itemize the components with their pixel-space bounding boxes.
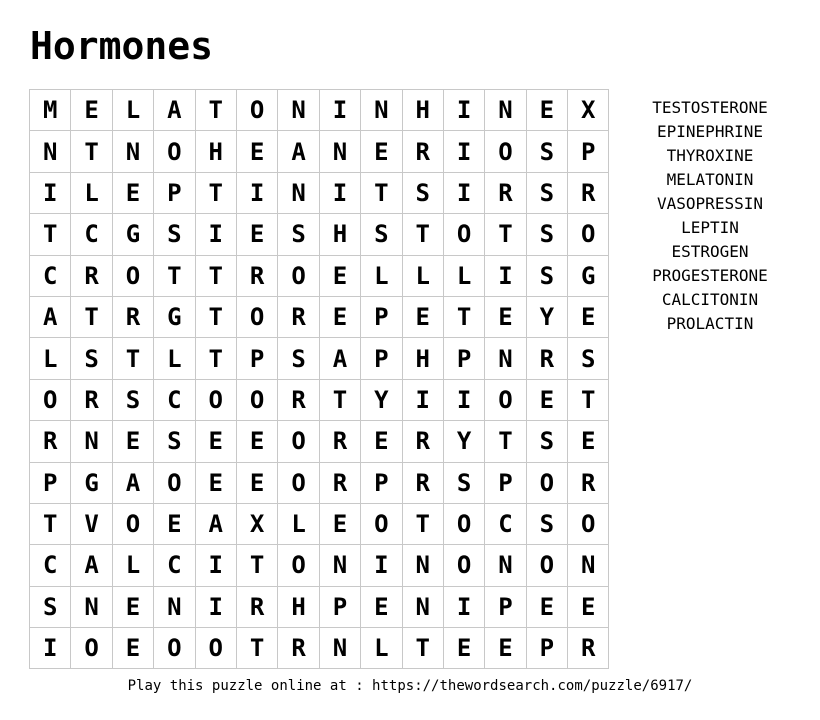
word-list-item: LEPTIN	[681, 218, 739, 237]
grid-cell: C	[71, 214, 112, 255]
grid-cell: I	[443, 172, 484, 213]
grid-cell: E	[112, 586, 153, 627]
grid-cell: O	[361, 503, 402, 544]
grid-cell: L	[71, 172, 112, 213]
grid-cell: S	[526, 172, 567, 213]
grid-cell: N	[402, 586, 443, 627]
grid-cell: T	[402, 214, 443, 255]
grid-cell: R	[278, 379, 319, 420]
grid-cell: S	[526, 131, 567, 172]
word-list	[630, 96, 790, 336]
grid-cell: O	[236, 379, 277, 420]
grid-cell: Y	[361, 379, 402, 420]
grid-cell: A	[154, 90, 195, 131]
grid-cell: T	[30, 503, 71, 544]
grid-cell: O	[278, 545, 319, 586]
grid-row	[30, 90, 609, 131]
grid-cell: T	[30, 214, 71, 255]
grid-cell: S	[568, 338, 609, 379]
grid-cell: N	[278, 172, 319, 213]
grid-row	[30, 462, 609, 503]
grid-cell: P	[568, 131, 609, 172]
word-list-item: THYROXINE	[666, 146, 754, 165]
grid-cell: P	[30, 462, 71, 503]
grid-cell: P	[526, 628, 567, 669]
grid-cell: A	[195, 503, 236, 544]
grid-cell: P	[236, 338, 277, 379]
grid-cell: N	[568, 545, 609, 586]
grid-cell: O	[30, 379, 71, 420]
grid-cell: L	[30, 338, 71, 379]
grid-cell: I	[361, 545, 402, 586]
grid-row	[30, 503, 609, 544]
grid-cell: R	[112, 296, 153, 337]
grid-cell: O	[236, 90, 277, 131]
grid-row	[30, 628, 609, 669]
grid-cell: I	[195, 545, 236, 586]
grid-cell: S	[278, 338, 319, 379]
grid-cell: O	[568, 214, 609, 255]
grid-cell: A	[278, 131, 319, 172]
grid-cell: N	[278, 90, 319, 131]
grid-cell: N	[30, 131, 71, 172]
grid-cell: C	[30, 545, 71, 586]
grid-cell: R	[71, 255, 112, 296]
grid-cell: R	[30, 421, 71, 462]
grid-cell: A	[71, 545, 112, 586]
grid-cell: T	[195, 296, 236, 337]
grid-cell: I	[443, 586, 484, 627]
grid-cell: A	[112, 462, 153, 503]
grid-cell: E	[112, 172, 153, 213]
grid-cell: P	[485, 586, 526, 627]
grid-row	[30, 296, 609, 337]
grid-cell: T	[485, 421, 526, 462]
grid-cell: S	[154, 421, 195, 462]
grid-cell: R	[568, 172, 609, 213]
grid-cell: O	[112, 503, 153, 544]
grid-cell: O	[278, 255, 319, 296]
grid-cell: I	[30, 628, 71, 669]
grid-cell: O	[195, 628, 236, 669]
grid-row	[30, 545, 609, 586]
word-list-item: CALCITONIN	[661, 290, 759, 309]
grid-cell: H	[402, 90, 443, 131]
grid-cell: I	[443, 379, 484, 420]
grid-cell: O	[526, 462, 567, 503]
grid-cell: T	[236, 628, 277, 669]
grid-cell: R	[236, 255, 277, 296]
grid-row	[30, 379, 609, 420]
grid-cell: N	[485, 338, 526, 379]
grid-cell: P	[319, 586, 360, 627]
grid-cell: S	[278, 214, 319, 255]
grid-cell: A	[30, 296, 71, 337]
grid-cell: L	[154, 338, 195, 379]
grid-cell: C	[154, 545, 195, 586]
grid-cell: T	[485, 214, 526, 255]
word-list-item: MELATONIN	[666, 170, 754, 189]
grid-cell: N	[485, 545, 526, 586]
grid-cell: E	[112, 421, 153, 462]
grid-cell: I	[402, 379, 443, 420]
grid-cell: S	[443, 462, 484, 503]
grid-cell: H	[319, 214, 360, 255]
grid-cell: N	[112, 131, 153, 172]
grid-cell: Y	[526, 296, 567, 337]
grid-cell: E	[485, 628, 526, 669]
grid-cell: O	[526, 545, 567, 586]
grid-cell: G	[71, 462, 112, 503]
grid-cell: O	[154, 628, 195, 669]
grid-cell: P	[361, 338, 402, 379]
grid-cell: N	[319, 545, 360, 586]
grid-cell: R	[526, 338, 567, 379]
grid-cell: T	[443, 296, 484, 337]
grid-cell: R	[278, 628, 319, 669]
grid-cell: T	[319, 379, 360, 420]
grid-cell: L	[361, 628, 402, 669]
grid-cell: T	[195, 255, 236, 296]
grid-cell: T	[71, 296, 112, 337]
page-title: Hormones	[30, 24, 214, 68]
grid-cell: E	[319, 296, 360, 337]
grid-cell: E	[236, 214, 277, 255]
grid-cell: E	[361, 131, 402, 172]
grid-cell: P	[361, 296, 402, 337]
grid-cell: T	[361, 172, 402, 213]
grid-cell: E	[526, 90, 567, 131]
grid-cell: N	[485, 90, 526, 131]
grid-row	[30, 586, 609, 627]
grid-cell: E	[236, 462, 277, 503]
grid-cell: P	[485, 462, 526, 503]
grid-cell: P	[154, 172, 195, 213]
grid-cell: E	[236, 131, 277, 172]
grid-cell: I	[485, 255, 526, 296]
grid-cell: O	[195, 379, 236, 420]
grid-cell: L	[112, 545, 153, 586]
grid-cell: O	[112, 255, 153, 296]
word-list-item: TESTOSTERONE	[652, 98, 768, 117]
grid-cell: O	[443, 214, 484, 255]
grid-cell: T	[195, 90, 236, 131]
grid-cell: R	[71, 379, 112, 420]
grid-cell: I	[443, 90, 484, 131]
grid-cell: L	[278, 503, 319, 544]
grid-cell: R	[568, 628, 609, 669]
grid-cell: C	[154, 379, 195, 420]
grid-cell: E	[485, 296, 526, 337]
grid-cell: H	[278, 586, 319, 627]
word-list-item: VASOPRESSIN	[657, 194, 763, 213]
grid-cell: O	[443, 503, 484, 544]
grid-cell: I	[443, 131, 484, 172]
grid-cell: S	[402, 172, 443, 213]
grid-cell: S	[526, 503, 567, 544]
grid-cell: T	[112, 338, 153, 379]
grid-cell: E	[568, 586, 609, 627]
grid-cell: E	[361, 586, 402, 627]
grid-cell: Y	[443, 421, 484, 462]
grid-cell: A	[319, 338, 360, 379]
grid-cell: X	[236, 503, 277, 544]
grid-cell: O	[568, 503, 609, 544]
grid-cell: P	[443, 338, 484, 379]
grid-cell: E	[319, 503, 360, 544]
grid-cell: T	[195, 338, 236, 379]
grid-row	[30, 255, 609, 296]
letter-grid	[29, 89, 609, 669]
grid-cell: T	[71, 131, 112, 172]
grid-cell: P	[361, 462, 402, 503]
grid-cell: S	[30, 586, 71, 627]
grid-cell: O	[154, 462, 195, 503]
grid-cell: T	[236, 545, 277, 586]
grid-cell: L	[443, 255, 484, 296]
grid-cell: C	[30, 255, 71, 296]
grid-cell: S	[526, 214, 567, 255]
grid-cell: I	[319, 172, 360, 213]
word-list-item: ESTROGEN	[671, 242, 749, 261]
grid-cell: R	[485, 172, 526, 213]
grid-cell: T	[402, 628, 443, 669]
grid-cell: O	[236, 296, 277, 337]
grid-cell: R	[402, 421, 443, 462]
grid-cell: E	[236, 421, 277, 462]
grid-cell: T	[402, 503, 443, 544]
grid-cell: R	[319, 421, 360, 462]
grid-cell: R	[402, 131, 443, 172]
grid-cell: S	[112, 379, 153, 420]
grid-cell: O	[278, 421, 319, 462]
grid-cell: E	[443, 628, 484, 669]
grid-cell: O	[278, 462, 319, 503]
grid-cell: N	[361, 90, 402, 131]
grid-cell: G	[154, 296, 195, 337]
grid-cell: S	[154, 214, 195, 255]
grid-row	[30, 338, 609, 379]
grid-cell: C	[485, 503, 526, 544]
grid-cell: N	[154, 586, 195, 627]
grid-cell: E	[568, 421, 609, 462]
grid-cell: N	[402, 545, 443, 586]
grid-cell: E	[402, 296, 443, 337]
grid-cell: E	[526, 379, 567, 420]
word-list-item: EPINEPHRINE	[657, 122, 763, 141]
grid-row	[30, 421, 609, 462]
grid-cell: S	[71, 338, 112, 379]
grid-cell: O	[485, 379, 526, 420]
grid-cell: X	[568, 90, 609, 131]
grid-cell: S	[526, 421, 567, 462]
grid-cell: E	[319, 255, 360, 296]
grid-cell: H	[402, 338, 443, 379]
grid-row	[30, 131, 609, 172]
grid-row	[30, 172, 609, 213]
grid-cell: E	[568, 296, 609, 337]
grid-cell: S	[361, 214, 402, 255]
grid-cell: E	[71, 90, 112, 131]
grid-cell: I	[30, 172, 71, 213]
grid-cell: S	[526, 255, 567, 296]
grid-cell: G	[568, 255, 609, 296]
grid-cell: R	[278, 296, 319, 337]
grid-cell: E	[526, 586, 567, 627]
grid-cell: E	[195, 421, 236, 462]
grid-cell: E	[361, 421, 402, 462]
footer-text: Play this puzzle online at : https://thewordsearch.com/puzzle/6917/	[127, 678, 693, 694]
grid-cell: N	[319, 628, 360, 669]
grid-cell: M	[30, 90, 71, 131]
grid-cell: O	[443, 545, 484, 586]
word-list-item: PROLACTIN	[666, 314, 754, 333]
word-list-item: PROGESTERONE	[652, 266, 768, 285]
grid-cell: N	[71, 586, 112, 627]
grid-cell: R	[319, 462, 360, 503]
grid-cell: I	[195, 586, 236, 627]
grid-cell: T	[154, 255, 195, 296]
grid-cell: L	[361, 255, 402, 296]
grid-cell: O	[71, 628, 112, 669]
grid-cell: L	[112, 90, 153, 131]
grid-cell: E	[112, 628, 153, 669]
grid-row	[30, 214, 609, 255]
grid-cell: G	[112, 214, 153, 255]
grid-cell: N	[319, 131, 360, 172]
grid-cell: O	[154, 131, 195, 172]
grid-cell: V	[71, 503, 112, 544]
grid-cell: R	[402, 462, 443, 503]
grid-cell: I	[195, 214, 236, 255]
grid-cell: N	[71, 421, 112, 462]
grid-cell: L	[402, 255, 443, 296]
grid-cell: I	[236, 172, 277, 213]
grid-cell: H	[195, 131, 236, 172]
grid-cell: T	[195, 172, 236, 213]
grid-cell: R	[236, 586, 277, 627]
grid-cell: T	[568, 379, 609, 420]
grid-cell: E	[195, 462, 236, 503]
grid-cell: I	[319, 90, 360, 131]
grid-cell: E	[154, 503, 195, 544]
grid-cell: O	[485, 131, 526, 172]
grid-cell: R	[568, 462, 609, 503]
